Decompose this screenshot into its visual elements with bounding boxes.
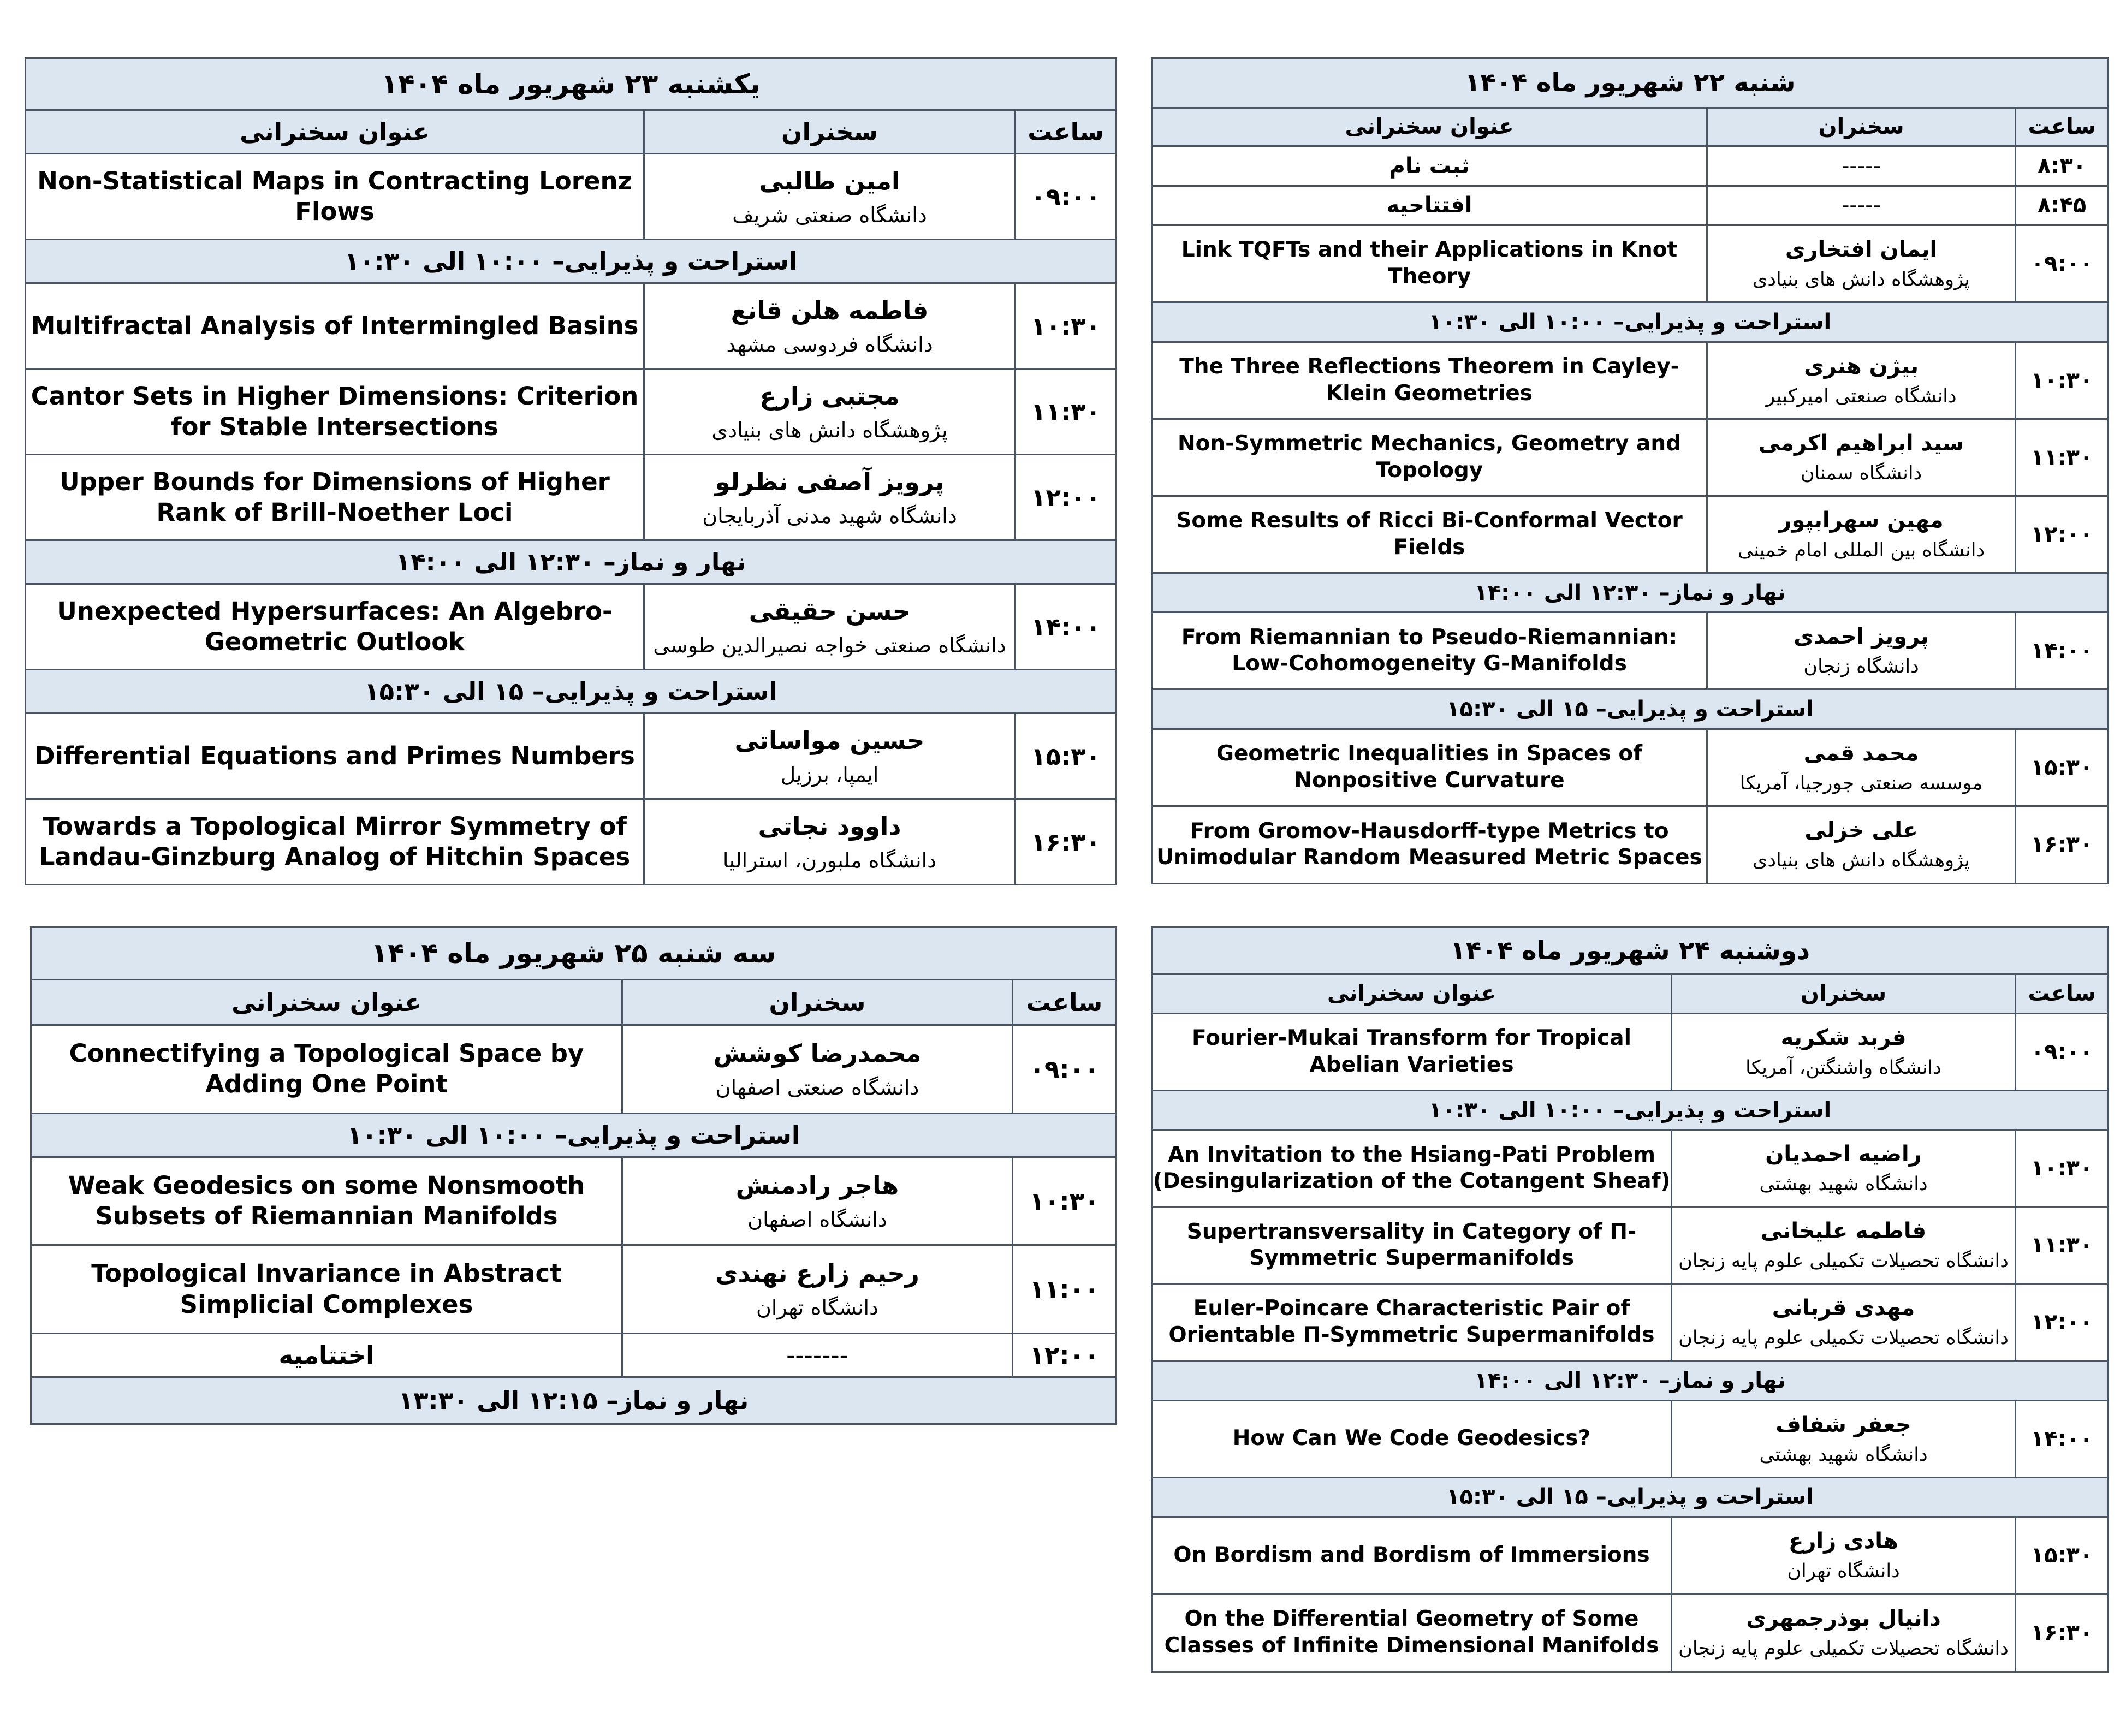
speaker-affiliation: دانشگاه تحصیلات تکمیلی علوم پایه زنجان xyxy=(1678,1637,2009,1660)
talk-title: Towards a Topological Mirror Symmetry of Landau-Ginzburg Analog of Hitchin Spaces xyxy=(26,799,644,885)
table-row xyxy=(1152,1517,2109,1594)
speaker-cell xyxy=(1707,342,2016,419)
talk-time: ۱۵:۳۰ xyxy=(2016,729,2109,806)
talk-time: ۱۵:۳۰ xyxy=(2016,1517,2109,1594)
speaker-name: فاطمه علیخانی xyxy=(1760,1218,1927,1244)
talk-title: Supertransversality in Category of Π-Symmetric Supermanifolds xyxy=(1152,1207,1672,1284)
table-row xyxy=(1152,1014,2109,1091)
table-row xyxy=(26,283,1117,369)
speaker-name: ایمان افتخاری xyxy=(1785,237,1938,263)
talk-time: ۰۹:۰۰ xyxy=(2016,1014,2109,1091)
speaker-name: محمد قمی xyxy=(1803,740,1919,766)
speaker-name: علی خزلی xyxy=(1804,818,1918,843)
speaker-cell xyxy=(622,1025,1013,1113)
speaker-affiliation: دانشگاه بین المللی امام خمینی xyxy=(1738,539,1985,561)
header-topic: عنوان سخنرانی xyxy=(1152,974,1672,1013)
talk-title: Connectifying a Topological Space by Adding One Point xyxy=(31,1025,622,1113)
talk-time: ۰۹:۰۰ xyxy=(2016,225,2109,302)
talk-time: ۱۴:۰۰ xyxy=(2016,613,2109,689)
talk-title: Upper Bounds for Dimensions of Higher Rank of Brill-Noether Loci xyxy=(26,455,644,540)
talk-title: An Invitation to the Hsiang-Pati Problem (Desingularization of the Cotangent Sheaf) xyxy=(1152,1130,1672,1207)
table-row xyxy=(1152,1400,2109,1477)
table-row xyxy=(1152,225,2109,302)
header-time: ساعت xyxy=(1016,110,1117,154)
table-row xyxy=(31,1333,1117,1377)
schedule-sunday xyxy=(25,57,1117,885)
speaker-cell xyxy=(1707,225,2016,302)
talk-time: ۱۱:۰۰ xyxy=(1013,1245,1117,1333)
talk-title: Multifractal Analysis of Intermingled Basins xyxy=(26,283,644,369)
talk-time: ۱۴:۰۰ xyxy=(2016,1400,2109,1477)
speaker-cell xyxy=(644,584,1016,670)
speaker-name: جعفر شفاف xyxy=(1775,1412,1911,1437)
talk-time: ۱۶:۳۰ xyxy=(2016,1594,2109,1672)
talk-title: Geometric Inequalities in Spaces of Nonpositive Curvature xyxy=(1152,729,1707,806)
break-row: نهار و نماز– ۱۲:۳۰ الی ۱۴:۰۰ xyxy=(1152,573,2109,613)
table-row xyxy=(26,154,1117,240)
header-speaker: سخنران xyxy=(1672,974,2016,1013)
speaker-affiliation: دانشگاه فردوسی مشهد xyxy=(726,332,933,356)
break-row: نهار و نماز– ۱۲:۳۰ الی ۱۴:۰۰ xyxy=(26,540,1117,584)
day-title: سه شنبه ۲۵ شهریور ماه ۱۴۰۴ xyxy=(31,928,1117,980)
break-row: استراحت و پذیرایی– ۱۵ الی ۱۵:۳۰ xyxy=(26,670,1117,714)
speaker-name: داوود نجاتی xyxy=(758,811,901,841)
speaker-name: امین طالبی xyxy=(759,166,900,195)
break-row: استراحت و پذیرایی– ۱۰:۰۰ الی ۱۰:۳۰ xyxy=(1152,1090,2109,1129)
talk-time: ۱۵:۳۰ xyxy=(1016,714,1117,799)
speaker-affiliation: دانشگاه صنعتی شریف xyxy=(732,203,927,227)
speaker-name: بیژن هنری xyxy=(1804,353,1919,379)
speaker-name: حسن حقیقی xyxy=(749,596,911,626)
talk-title: How Can We Code Geodesics? xyxy=(1152,1400,1672,1477)
speaker-name: پرویز آصفی نظرلو xyxy=(715,467,945,496)
speaker-cell xyxy=(644,283,1016,369)
break-row: استراحت و پذیرایی– ۱۰:۰۰ الی ۱۰:۳۰ xyxy=(1152,302,2109,342)
day-title: شنبه ۲۲ شهریور ماه ۱۴۰۴ xyxy=(1152,58,2109,108)
talk-time: ۱۲:۰۰ xyxy=(1016,455,1117,540)
talk-title: Non-Symmetric Mechanics, Geometry and Topology xyxy=(1152,419,1707,496)
table-row xyxy=(1152,1207,2109,1284)
speaker-cell: ----- xyxy=(1707,186,2016,225)
table-row xyxy=(1152,146,2109,186)
header-topic: عنوان سخنرانی xyxy=(1152,108,1707,146)
speaker-cell xyxy=(1707,419,2016,496)
table-row xyxy=(1152,1130,2109,1207)
header-time: ساعت xyxy=(2016,108,2109,146)
talk-time: ۱۱:۳۰ xyxy=(1016,369,1117,455)
speaker-cell xyxy=(1672,1284,2016,1361)
speaker-cell xyxy=(644,369,1016,455)
speaker-cell xyxy=(1672,1014,2016,1091)
break-row: نهار و نماز– ۱۲:۳۰ الی ۱۴:۰۰ xyxy=(1152,1361,2109,1400)
speaker-cell xyxy=(644,799,1016,885)
talk-time: ۱۶:۳۰ xyxy=(2016,806,2109,883)
talk-title: From Riemannian to Pseudo-Riemannian: Low-Cohomogeneity G-Manifolds xyxy=(1152,613,1707,689)
talk-time: ۸:۳۰ xyxy=(2016,146,2109,186)
table-row xyxy=(26,369,1117,455)
break-row: استراحت و پذیرایی– ۱۰:۰۰ الی ۱۰:۳۰ xyxy=(26,240,1117,283)
speaker-cell xyxy=(644,154,1016,240)
speaker-name: رحیم زارع نهندی xyxy=(715,1259,919,1288)
table-row xyxy=(26,455,1117,540)
speaker-cell xyxy=(1672,1207,2016,1284)
table-row xyxy=(31,1025,1117,1113)
speaker-name: راضیه احمدیان xyxy=(1765,1142,1922,1167)
talk-time: ۱۲:۰۰ xyxy=(2016,496,2109,573)
day-title: یکشنبه ۲۳ شهریور ماه ۱۴۰۴ xyxy=(26,58,1117,110)
table-row xyxy=(1152,496,2109,573)
speaker-affiliation: دانشگاه تحصیلات تکمیلی علوم پایه زنجان xyxy=(1678,1250,2009,1273)
speaker-affiliation: موسسه صنعتی جورجیا، آمریکا xyxy=(1739,772,1983,794)
header-speaker: سخنران xyxy=(1707,108,2016,146)
talk-title: Differential Equations and Primes Numbers xyxy=(26,714,644,799)
speaker-affiliation: دانشگاه ملبورن، استرالیا xyxy=(722,848,937,872)
talk-title: On the Differential Geometry of Some Classes of Infinite Dimensional Manifolds xyxy=(1152,1594,1672,1672)
speaker-name: سید ابراهیم اکرمی xyxy=(1758,430,1964,456)
speaker-affiliation: پژوهشگاه دانش های بنیادی xyxy=(1753,269,1970,291)
speaker-affiliation: دانشگاه تحصیلات تکمیلی علوم پایه زنجان xyxy=(1678,1327,2009,1349)
speaker-cell xyxy=(1707,613,2016,689)
speaker-cell xyxy=(1672,1594,2016,1672)
talk-title: From Gromov-Hausdorff-type Metrics to Unimodular Random Measured Metric Spaces xyxy=(1152,806,1707,883)
speaker-affiliation: دانشگاه شهید بهشتی xyxy=(1759,1443,1928,1466)
header-topic: عنوان سخنرانی xyxy=(31,979,622,1025)
talk-time: ۱۴:۰۰ xyxy=(1016,584,1117,670)
schedule-tuesday xyxy=(30,926,1117,1425)
event-title: اختتامیه xyxy=(31,1333,622,1377)
speaker-affiliation: دانشگاه صنعتی امیرکبیر xyxy=(1766,385,1957,407)
speaker-cell xyxy=(644,455,1016,540)
event-title: افتتاحیه xyxy=(1152,186,1707,225)
speaker-affiliation: پژوهشگاه دانش های بنیادی xyxy=(1753,849,1970,872)
table-row xyxy=(26,584,1117,670)
table-row xyxy=(26,714,1117,799)
talk-time: ۱۰:۳۰ xyxy=(1016,283,1117,369)
speaker-name: مهدی قربانی xyxy=(1772,1295,1915,1321)
speaker-name: حسین مواساتی xyxy=(734,726,925,755)
table-row xyxy=(31,1245,1117,1333)
speaker-name: هاجر رادمنش xyxy=(735,1170,899,1200)
speaker-affiliation: دانشگاه واشنگتن، آمریکا xyxy=(1745,1056,1941,1079)
speaker-name: فربد شکریه xyxy=(1780,1025,1907,1050)
talk-title: Weak Geodesics on some Nonsmooth Subsets of Riemannian Manifolds xyxy=(31,1157,622,1245)
event-title: ثبت نام xyxy=(1152,146,1707,186)
schedule-saturday xyxy=(1151,57,2109,884)
speaker-name: مجتبی زارع xyxy=(759,381,900,411)
talk-time: ۸:۴۵ xyxy=(2016,186,2109,225)
talk-time: ۱۱:۳۰ xyxy=(2016,419,2109,496)
break-row: نهار و نماز– ۱۲:۱۵ الی ۱۳:۳۰ xyxy=(31,1377,1117,1424)
talk-time: ۱۲:۰۰ xyxy=(1013,1333,1117,1377)
header-topic: عنوان سخنرانی xyxy=(26,110,644,154)
speaker-affiliation: دانشگاه صنعتی اصفهان xyxy=(715,1075,919,1099)
table-row xyxy=(1152,419,2109,496)
speaker-name: دانیال بوذرجمهری xyxy=(1746,1606,1941,1631)
speaker-affiliation: دانشگاه تهران xyxy=(756,1295,879,1320)
table-row xyxy=(26,799,1117,885)
table-row xyxy=(1152,613,2109,689)
talk-time: ۰۹:۰۰ xyxy=(1016,154,1117,240)
talk-title: Unexpected Hypersurfaces: An Algebro-Geometric Outlook xyxy=(26,584,644,670)
speaker-affiliation: دانشگاه شهید مدنی آذربایجان xyxy=(702,503,957,528)
speaker-affiliation: ایمپا، برزیل xyxy=(780,762,879,787)
speaker-name: محمدرضا کوشش xyxy=(713,1038,922,1068)
speaker-cell xyxy=(622,1245,1013,1333)
speaker-affiliation: دانشگاه زنجان xyxy=(1803,656,1919,678)
talk-time: ۱۶:۳۰ xyxy=(1016,799,1117,885)
talk-title: On Bordism and Bordism of Immersions xyxy=(1152,1517,1672,1594)
talk-title: Some Results of Ricci Bi-Conformal Vector Fields xyxy=(1152,496,1707,573)
speaker-cell xyxy=(622,1157,1013,1245)
talk-time: ۱۱:۳۰ xyxy=(2016,1207,2109,1284)
table-row xyxy=(1152,1594,2109,1672)
header-time: ساعت xyxy=(1013,979,1117,1025)
speaker-cell xyxy=(1707,729,2016,806)
break-row: استراحت و پذیرایی– ۱۵ الی ۱۵:۳۰ xyxy=(1152,1477,2109,1517)
speaker-name: هادی زارع xyxy=(1789,1529,1898,1554)
speaker-cell xyxy=(1672,1400,2016,1477)
header-speaker: سخنران xyxy=(644,110,1016,154)
talk-time: ۱۰:۳۰ xyxy=(2016,342,2109,419)
speaker-affiliation: دانشگاه شهید بهشتی xyxy=(1759,1173,1928,1196)
speaker-cell: ------- xyxy=(622,1333,1013,1377)
header-time: ساعت xyxy=(2016,974,2109,1013)
talk-time: ۱۰:۳۰ xyxy=(1013,1157,1117,1245)
talk-time: ۰۹:۰۰ xyxy=(1013,1025,1117,1113)
speaker-cell xyxy=(1672,1130,2016,1207)
talk-title: Fourier-Mukai Transform for Tropical Abelian Varieties xyxy=(1152,1014,1672,1091)
break-row: استراحت و پذیرایی– ۱۰:۰۰ الی ۱۰:۳۰ xyxy=(31,1113,1117,1157)
table-row xyxy=(1152,729,2109,806)
talk-time: ۱۲:۰۰ xyxy=(2016,1284,2109,1361)
talk-title: Link TQFTs and their Applications in Knot Theory xyxy=(1152,225,1707,302)
speaker-affiliation: دانشگاه تهران xyxy=(1787,1560,1900,1582)
speaker-affiliation: دانشگاه اصفهان xyxy=(747,1207,887,1232)
table-row xyxy=(31,1157,1117,1245)
table-row xyxy=(1152,342,2109,419)
talk-title: Euler-Poincare Characteristic Pair of Orientable Π-Symmetric Supermanifolds xyxy=(1152,1284,1672,1361)
break-row: استراحت و پذیرایی– ۱۵ الی ۱۵:۳۰ xyxy=(1152,689,2109,729)
talk-title: Cantor Sets in Higher Dimensions: Criterion for Stable Intersections xyxy=(26,369,644,455)
speaker-cell xyxy=(1707,496,2016,573)
speaker-affiliation: دانشگاه صنعتی خواجه نصیرالدین طوسی xyxy=(653,633,1006,657)
header-speaker: سخنران xyxy=(622,979,1013,1025)
speaker-cell xyxy=(1672,1517,2016,1594)
talk-title: Non-Statistical Maps in Contracting Lorenz Flows xyxy=(26,154,644,240)
table-row xyxy=(1152,186,2109,225)
speaker-cell xyxy=(644,714,1016,799)
speaker-affiliation: پژوهشگاه دانش های بنیادی xyxy=(711,418,948,442)
talk-time: ۱۰:۳۰ xyxy=(2016,1130,2109,1207)
speaker-affiliation: دانشگاه سمنان xyxy=(1800,462,1922,484)
speaker-name: پرویز احمدی xyxy=(1794,624,1929,650)
talk-title: The Three Reflections Theorem in Cayley-Klein Geometries xyxy=(1152,342,1707,419)
schedule-monday xyxy=(1151,926,2109,1673)
speaker-cell: ----- xyxy=(1707,146,2016,186)
table-row xyxy=(1152,1284,2109,1361)
talk-title: Topological Invariance in Abstract Simplicial Complexes xyxy=(31,1245,622,1333)
table-row xyxy=(1152,806,2109,883)
day-title: دوشنبه ۲۴ شهریور ماه ۱۴۰۴ xyxy=(1152,928,2109,974)
speaker-cell xyxy=(1707,806,2016,883)
speaker-name: فاطمه هلن قانع xyxy=(731,295,929,325)
speaker-name: مهین سهرابپور xyxy=(1779,507,1944,533)
